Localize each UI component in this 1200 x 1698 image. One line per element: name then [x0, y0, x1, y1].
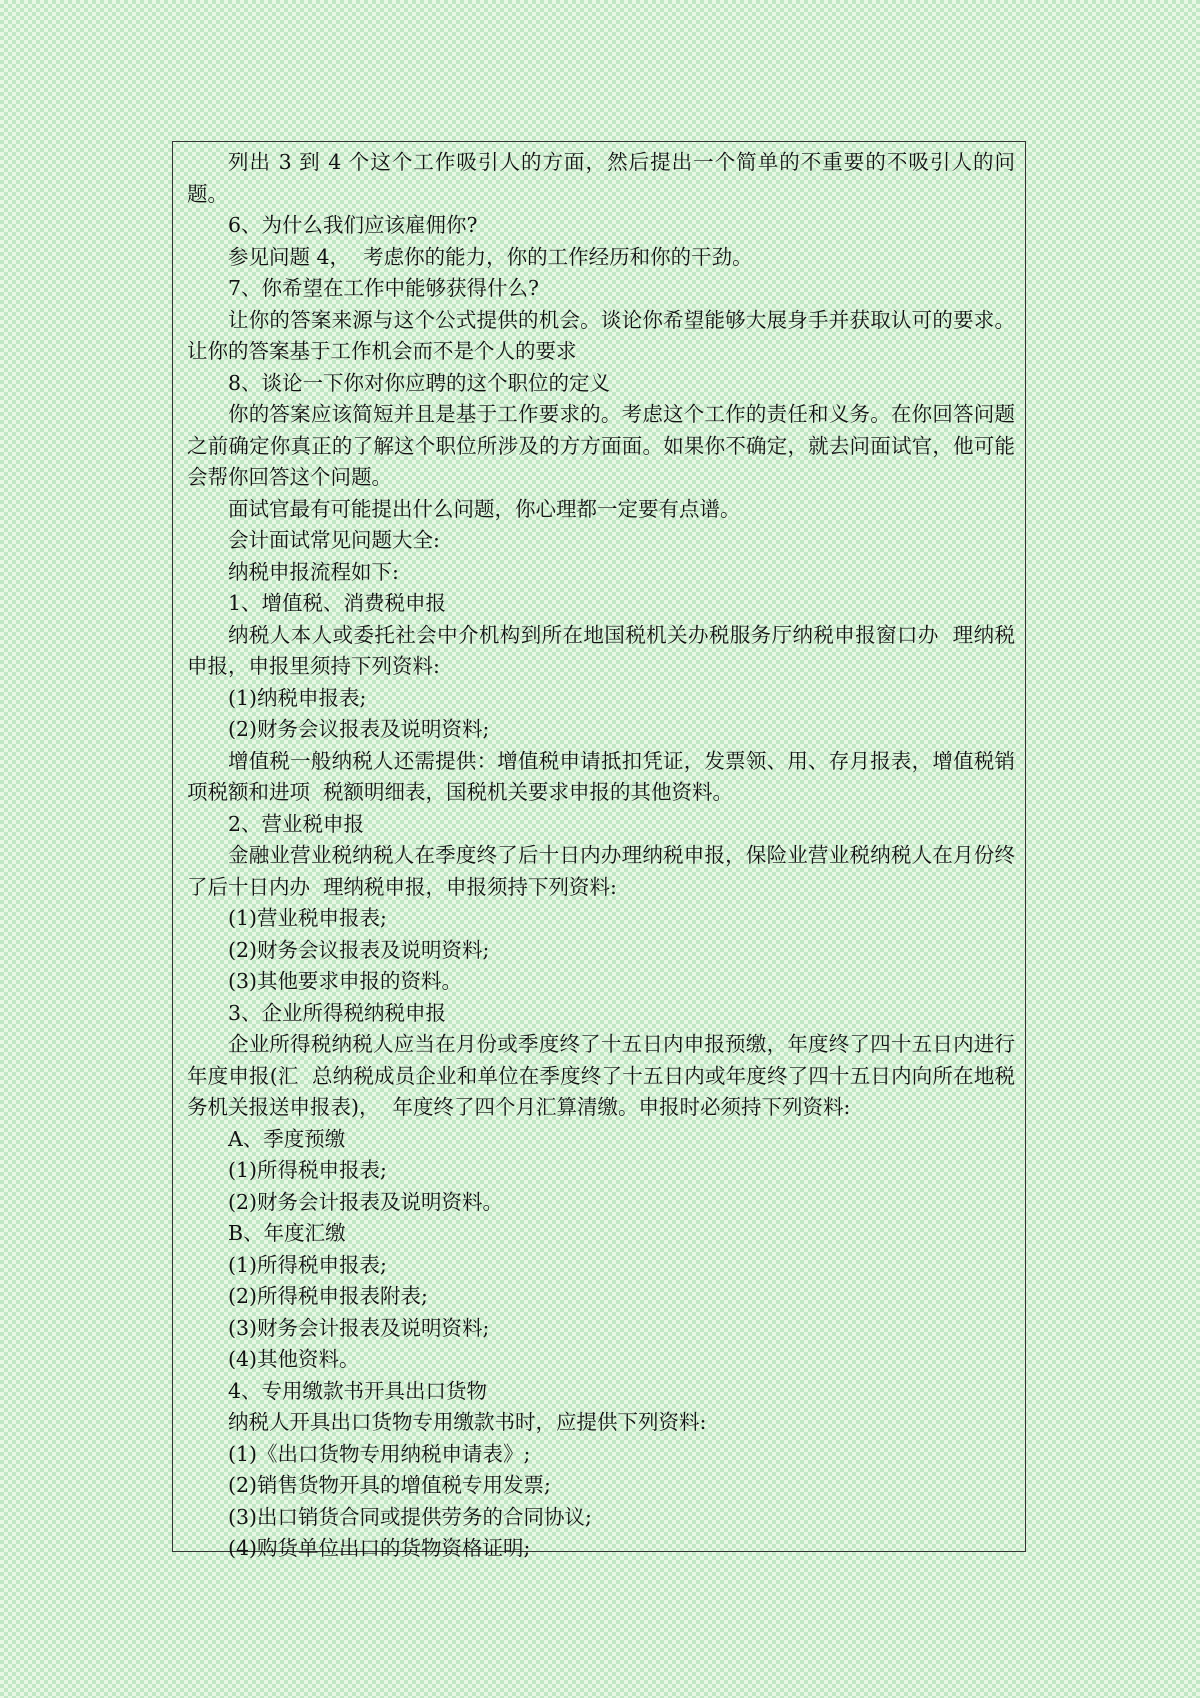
- paragraph: (3)出口销货合同或提供劳务的合同协议;: [228, 1504, 592, 1529]
- paragraph: (2)所得税申报表附表;: [228, 1284, 428, 1308]
- paragraph: 纳税申报流程如下:: [228, 559, 399, 584]
- paragraph: 你的答案应该简短并且是基于工作要求的。考虑这个工作的责任和义务。在你回答问题之前确定你真正的了解这个职位所涉及的方方面面。如果你不确定，就去问面试官，他可能会帮你回答这个问题。: [187, 402, 1015, 489]
- paragraph: A、季度预缴: [228, 1126, 346, 1151]
- paragraph: (1)所得税申报表;: [228, 1158, 387, 1182]
- paragraph: 4、专用缴款书开具出口货物: [228, 1378, 488, 1403]
- paragraph: 8、谈论一下你对你应聘的这个职位的定义: [228, 370, 611, 395]
- paragraph: 纳税人本人或委托社会中介机构到所在地国税机关办税服务厅纳税申报窗口办 理纳税申报，申报里须持下列资料:: [187, 622, 1015, 678]
- paragraph: 企业所得税纳税人应当在月份或季度终了十五日内申报预缴，年度终了四十五日内进行年度申报(汇 总纳税成员企业和单位在季度终了十五日内或年度终了四十五日内向所在地税务机关报送申报表)， 年度终了四个月汇算清缴。申报时必须持下列资料:: [187, 1032, 1015, 1119]
- paragraph: (3)其他要求申报的资料。: [228, 969, 463, 993]
- paragraph: 金融业营业税纳税人在季度终了后十日内办理纳税申报，保险业营业税纳税人在月份终了后十日内办 理纳税申报，申报须持下列资料:: [187, 843, 1015, 899]
- paragraph: (3)财务会计报表及说明资料;: [228, 1315, 490, 1340]
- paragraph: 增值税一般纳税人还需提供：增值税申请抵扣凭证，发票领、用、存月报表，增值税销项税额和进项 税额明细表，国税机关要求申报的其他资料。: [187, 748, 1015, 804]
- paragraph: B、年度汇缴: [228, 1221, 346, 1245]
- paragraph: (2)财务会计报表及说明资料。: [228, 1189, 504, 1214]
- paragraph: (1)所得税申报表;: [228, 1252, 387, 1277]
- paragraph: (4)购货单位出口的货物资格证明;: [228, 1536, 531, 1560]
- paragraph: (4)其他资料。: [228, 1347, 360, 1371]
- document-frame: [172, 141, 1026, 1560]
- paragraph: 让你的答案来源与这个公式提供的机会。谈论你希望能够大展身手并获取认可的要求。让你的答案基于工作机会而不是个人的要求: [187, 307, 1015, 363]
- paragraph: 2、营业税申报: [228, 811, 365, 836]
- paragraph: (2)财务会议报表及说明资料;: [228, 937, 490, 962]
- paragraph: 6、为什么我们应该雇佣你?: [228, 213, 478, 237]
- paragraph: 3、企业所得税纳税申报: [228, 1000, 447, 1025]
- paragraph: 列出 3 到 4 个这个工作吸引人的方面，然后提出一个简单的不重要的不吸引人的问题。: [187, 150, 1015, 206]
- paragraph: (2)财务会议报表及说明资料;: [228, 717, 490, 741]
- paragraph: 会计面试常见问题大全:: [228, 528, 440, 552]
- paragraph: 面试官最有可能提出什么问题，你心理都一定要有点谱。: [228, 496, 741, 521]
- paragraph: (2)销售货物开具的增值税专用发票;: [228, 1473, 551, 1497]
- paragraph: (1)营业税申报表;: [228, 906, 387, 930]
- paragraph: (1)《出口货物专用纳税申请表》;: [228, 1441, 531, 1466]
- paragraph: 纳税人开具出口货物专用缴款书时，应提供下列资料:: [228, 1410, 707, 1434]
- paragraph: 7、你希望在工作中能够获得什么?: [228, 276, 540, 300]
- paragraph: (1)纳税申报表;: [228, 685, 367, 710]
- paragraph: 1、增值税、消费税申报: [228, 591, 447, 615]
- paragraph: 参见问题 4， 考虑你的能力，你的工作经历和你的干劲。: [228, 244, 753, 269]
